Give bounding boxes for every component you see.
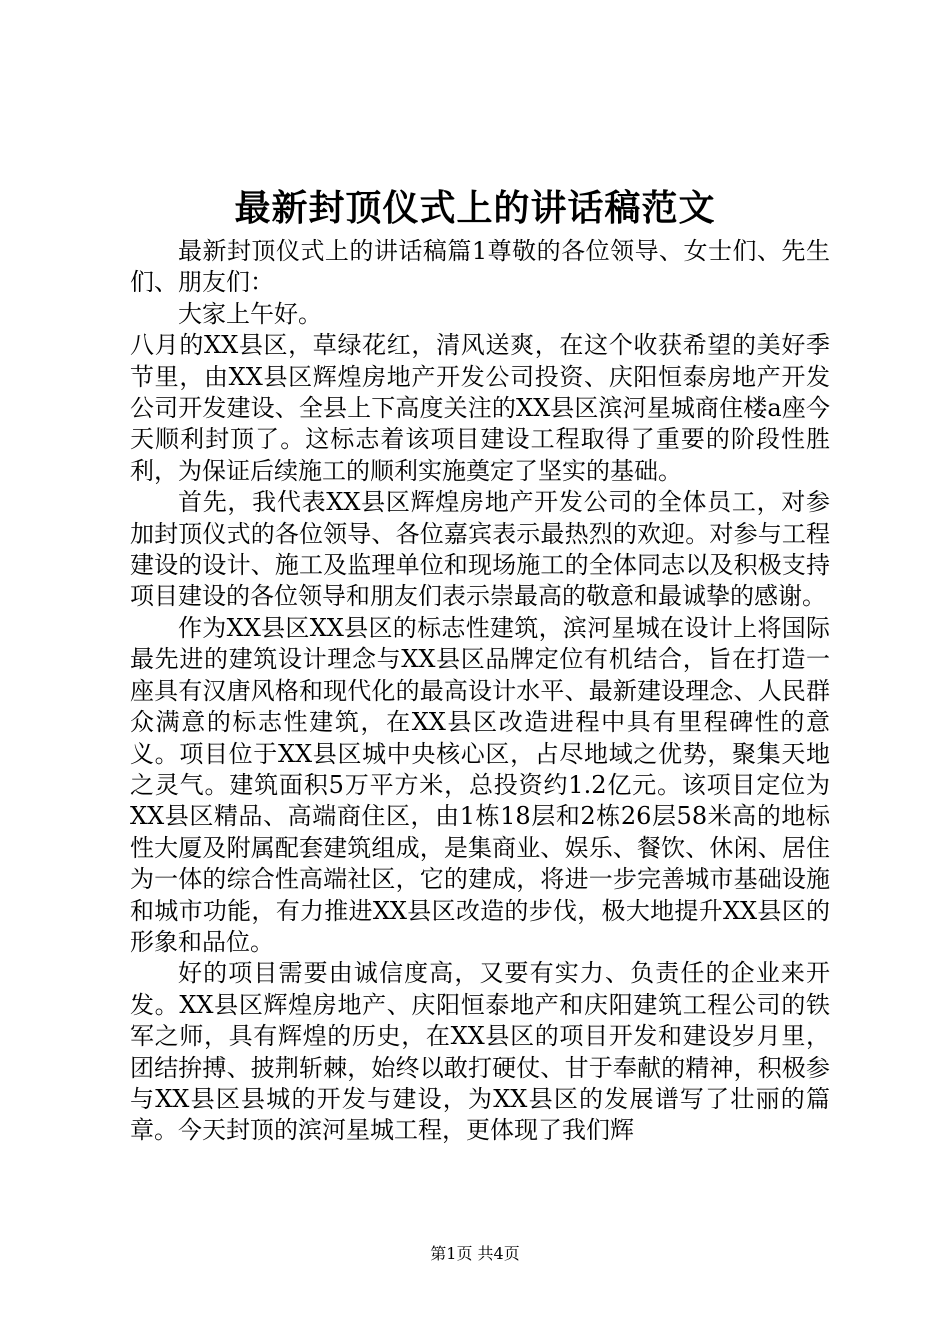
paragraph-6: 好的项目需要由诚信度高，又要有实力、负责任的企业来开发。XX县区辉煌房地产、庆阳恒泰地产和庆阳建筑工程公司的铁军之师，具有辉煌的历史，在XX县区的项目开发和建设岁月里，团结拚搏、披荆斩棘，始终以敢打硬仗、甘于奉献的精神，积极参与XX县区县城的开发与建设，为XX县区的发展谱写了壮丽的篇章。今天封顶的滨河星城工程，更体现了我们辉 — [130, 959, 830, 1145]
document-body — [130, 236, 830, 1147]
paragraph-5: 作为XX县区XX县区的标志性建筑，滨河星城在设计上将国际最先进的建筑设计理念与XX县区品牌定位有机结合，旨在打造一座具有汉唐风格和现代化的最高设计水平、最新建设理念、人民群众满意的标志性建筑，在XX县区改造进程中具有里程碑性的意义。项目位于XX县区城中央核心区，占尽地域之优势，聚集天地之灵气。建筑面积5万平方米，总投资约1.2亿元。该项目定位为XX县区精品、高端商住区，由1栋18层和2栋26层58米高的地标性大厦及附属配套建筑组成，是集商业、娱乐、餐饮、休闲、居住为一体的综合性高端社区，它的建成，将进一步完善城市基础设施和城市功能，有力推进XX县区改造的步伐，极大地提升XX县区的形象和品位。 — [130, 613, 830, 956]
paragraph-1: 最新封顶仪式上的讲话稿篇1尊敬的各位领导、女士们、先生们、朋友们： — [130, 237, 830, 297]
document-title: 最新封顶仪式上的讲话稿范文 — [234, 187, 716, 229]
paragraph-2: 大家上午好。 — [178, 299, 322, 328]
paragraph-4: 首先，我代表XX县区辉煌房地产开发公司的全体员工，对参加封顶仪式的各位领导、各位嘉宾表示最热烈的欢迎。对参与工程建设的设计、施工及监理单位和现场施工的全体同志以及积极支持项目建设的各位领导和朋友们表示崇最高的敬意和最诚挚的感谢。 — [130, 488, 830, 611]
page-footer: 第1页 共4页 — [430, 1244, 520, 1263]
paragraph-3: 八月的XX县区，草绿花红，清风送爽，在这个收获希望的美好季节里，由XX县区辉煌房地产开发公司投资、庆阳恒泰房地产开发公司开发建设、全县上下高度关注的XX县区滨河星城商住楼a座今天顺利封顶了。这标志着该项目建设工程取得了重要的阶段性胜利，为保证后续施工的顺利实施奠定了坚实的基础。 — [130, 331, 830, 485]
